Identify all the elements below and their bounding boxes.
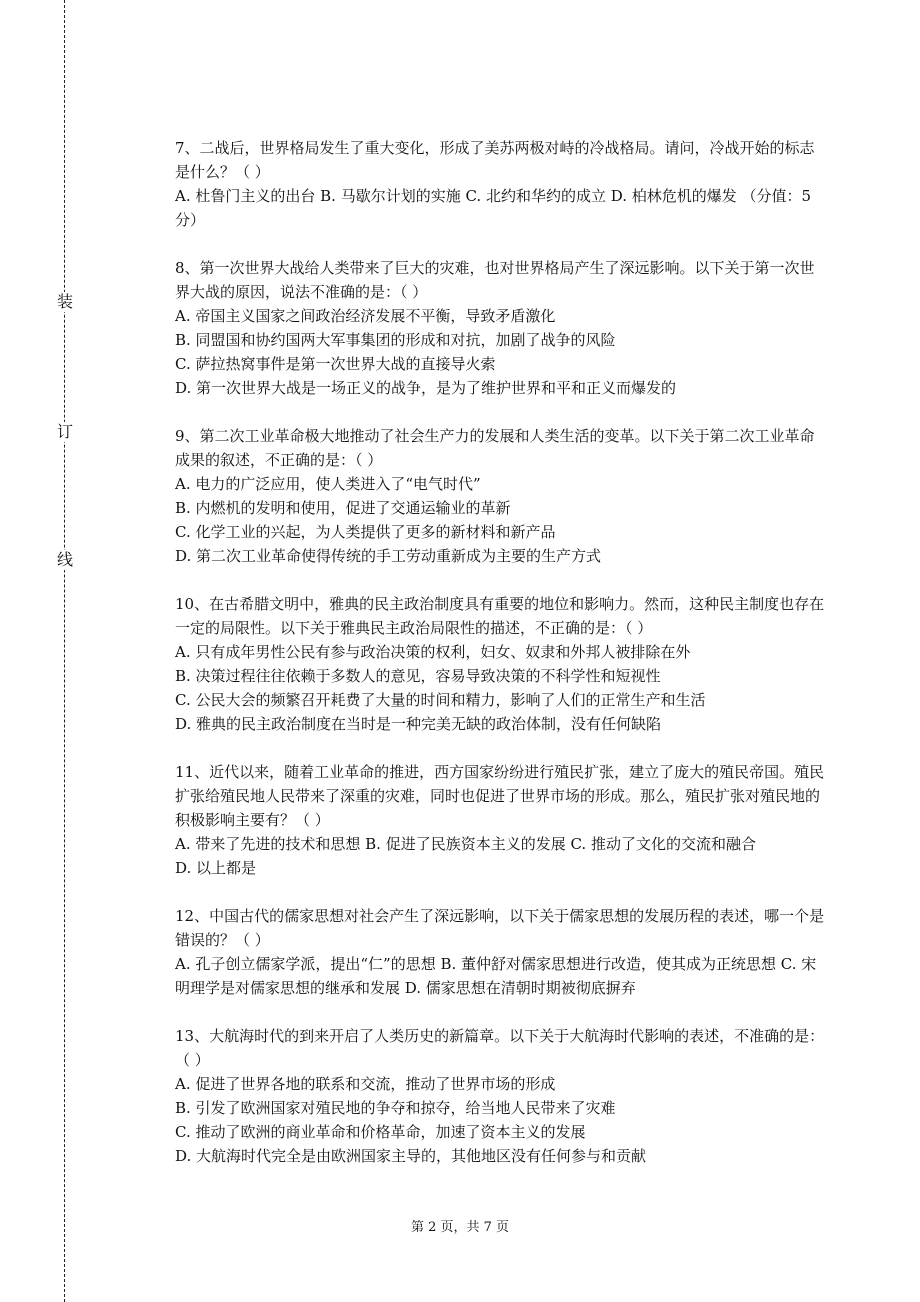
option-d: D. 第二次工业革命使得传统的手工劳动重新成为主要的生产方式 [175,547,602,565]
option-a: A. 只有成年男性公民有参与政治决策的权利，妇女、奴隶和外邦人被排除在外 [175,643,691,661]
option-b: B. 引发了欧洲国家对殖民地的争夺和掠夺，给当地人民带来了灾难 [175,1099,616,1117]
option-a: A. 帝国主义国家之间政治经济发展不平衡，导致矛盾激化 [175,307,556,325]
question-options: A. 孔子创立儒家学派，提出“仁”的思想 B. 董仲舒对儒家思想进行改造，使其成为正统思想 C. 宋明理学是对儒家思想的继承和发展 D. 儒家思想在清朝时期被彻底摒弃 [175,955,817,997]
question-stem: 10、在古希腊文明中，雅典的民主政治制度具有重要的地位和影响力。然而，这种民主制度也存在一定的局限性。以下关于雅典民主政治局限性的描述，不正确的是：（ ） [175,595,825,637]
option-d: D. 以上都是 [175,859,257,877]
question-options: A. 杜鲁门主义的出台 B. 马歇尔计划的实施 C. 北约和华约的成立 D. 柏林危机的爆发 （分值：5 分） [175,187,812,229]
option-d: D. 雅典的民主政治制度在当时是一种完美无缺的政治体制，没有任何缺陷 [175,715,662,733]
question-stem: 12、中国古代的儒家思想对社会产生了深远影响，以下关于儒家思想的发展历程的表述，哪一个是错误的？（ ） [175,907,825,949]
binding-char-ding: 订 [56,422,73,441]
question-stem: 13、大航海时代的到来开启了人类历史的新篇章。以下关于大航海时代影响的表述，不准确的是：（ ） [175,1027,825,1069]
question-stem: 11、近代以来，随着工业革命的推进，西方国家纷纷进行殖民扩张，建立了庞大的殖民帝国。殖民扩张给殖民地人民带来了深重的灾难，同时也促进了世界市场的形成。那么，殖民扩张对殖民地的积极影响主要有？（ ） [175,763,825,829]
question-12 [175,904,825,1000]
binding-dashed-line [64,0,65,1302]
option-b: B. 决策过程往往依赖于多数人的意见，容易导致决策的不科学性和短视性 [175,667,661,685]
binding-char-xian: 线 [56,550,73,569]
option-b: B. 内燃机的发明和使用，促进了交通运输业的革新 [175,499,511,517]
option-b: B. 同盟国和协约国两大军事集团的形成和对抗，加剧了战争的风险 [175,331,616,349]
question-stem: 9、第二次工业革命极大地推动了社会生产力的发展和人类生活的变革。以下关于第二次工业革命成果的叙述，不正确的是：（ ） [175,427,815,469]
page-number: 第 2 页，共 7 页 [410,1220,510,1235]
question-stem: 7、二战后，世界格局发生了重大变化，形成了美苏两极对峙的冷战格局。请问，冷战开始的标志是什么？（ ） [175,139,815,181]
question-10 [175,592,825,736]
option-d: D. 第一次世界大战是一场正义的战争，是为了维护世界和平和正义而爆发的 [175,379,677,397]
question-7 [175,136,825,232]
option-a: A. 电力的广泛应用，使人类进入了“电气时代” [175,475,481,493]
question-9 [175,424,825,568]
option-c: C. 萨拉热窝事件是第一次世界大战的直接导火索 [175,355,496,373]
question-8 [175,256,825,400]
option-c: C. 公民大会的频繁召开耗费了大量的时间和精力，影响了人们的正常生产和生活 [175,691,706,709]
question-11 [175,760,825,880]
question-13 [175,1024,825,1168]
binding-char-zhuang: 装 [56,292,73,311]
question-stem: 8、第一次世界大战给人类带来了巨大的灾难，也对世界格局产生了深远影响。以下关于第一次世界大战的原因，说法不准确的是：（ ） [175,259,815,301]
option-c: C. 推动了欧洲的商业革命和价格革命，加速了资本主义的发展 [175,1123,586,1141]
option-a: A. 促进了世界各地的联系和交流，推动了世界市场的形成 [175,1075,556,1093]
option-line: A. 带来了先进的技术和思想 B. 促进了民族资本主义的发展 C. 推动了文化的交流和融合 [175,835,756,853]
question-list [175,136,825,1192]
option-d: D. 大航海时代完全是由欧洲国家主导的，其他地区没有任何参与和贡献 [175,1147,647,1165]
option-c: C. 化学工业的兴起，为人类提供了更多的新材料和新产品 [175,523,556,541]
